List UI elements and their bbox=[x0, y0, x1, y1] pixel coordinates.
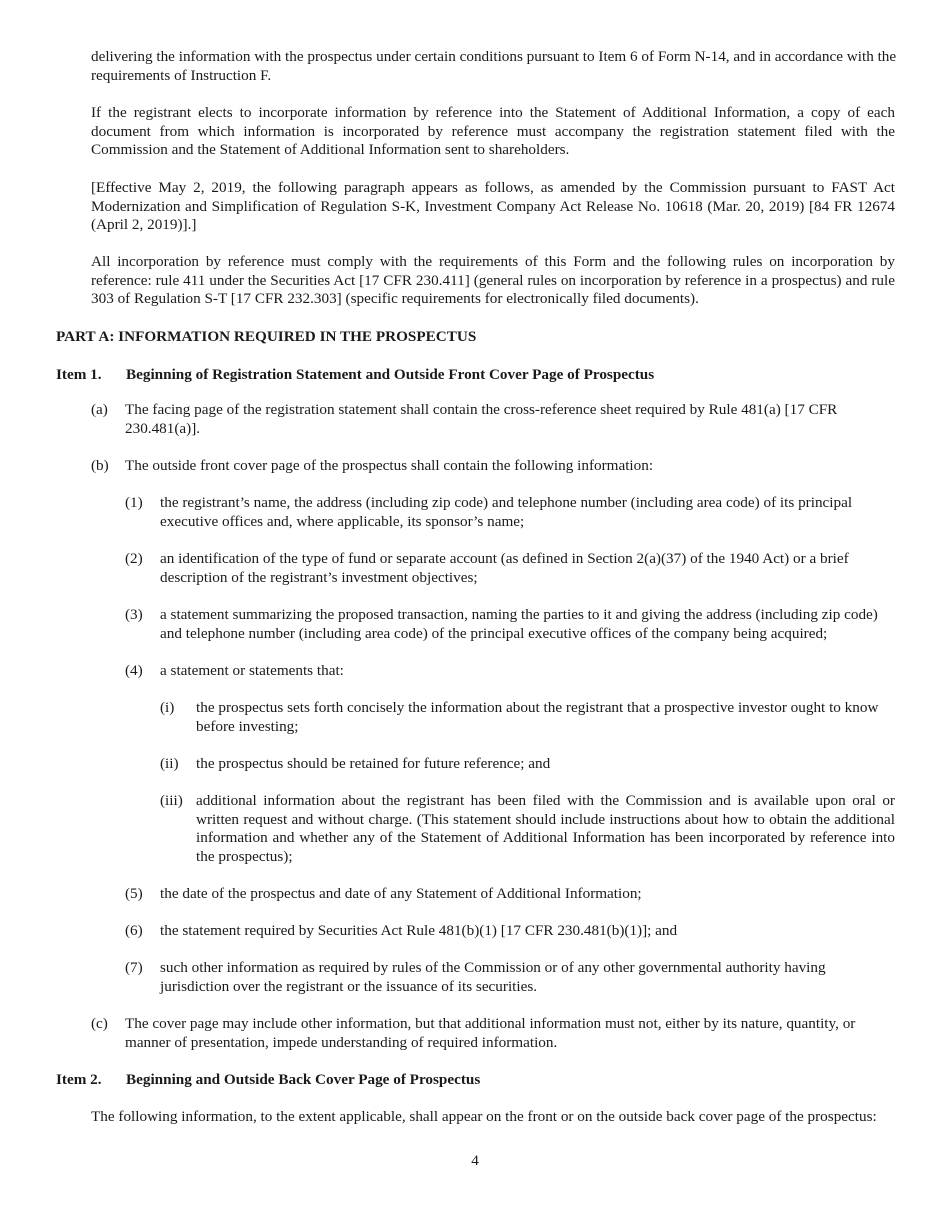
item-1-b-label: (b) bbox=[91, 457, 109, 474]
item-1-c-text: The cover page may include other information, but that additional information must not, either by its nature, quantity, or manner of presentation, impede understanding of required information. bbox=[125, 1015, 856, 1051]
item-1-b-4-iii-label: (iii) bbox=[160, 792, 183, 809]
item-1-b-5-label: (5) bbox=[125, 885, 143, 902]
intro-paragraph-3: [Effective May 2, 2019, the following paragraph appears as follows, as amended by the Commission pursuant to FAST Act Modernization and Simplification of Regulation S-K, Investment Company Act Release No. 10618 (Mar. 20, 2019) [84 FR 12674 (April 2, 2019)].] bbox=[91, 179, 895, 234]
item-1-b-1-text: the registrant’s name, the address (including zip code) and telephone number (including area code) of its principal executive offices and, where applicable, its sponsor’s name; bbox=[160, 494, 853, 530]
item-1-b-7-text: such other information as required by rules of the Commission or of any other governmental authority having jurisdiction over the registrant or the issuance of its securities. bbox=[160, 959, 826, 995]
item-2-heading bbox=[56, 1071, 896, 1090]
item-1-b-2-text: an identification of the type of fund or separate account (as defined in Section 2(a)(37) of the 1940 Act) or a brief description of the registrant’s investment objectives; bbox=[160, 550, 849, 586]
item-1-title: Beginning of Registration Statement and Outside Front Cover Page of Prospectus bbox=[126, 366, 655, 383]
item-1-b-1-label: (1) bbox=[125, 494, 143, 511]
item-1-b-6-text: the statement required by Securities Act Rule 481(b)(1) [17 CFR 230.481(b)(1)]; and bbox=[160, 922, 678, 939]
item-1-b-2-label: (2) bbox=[125, 550, 143, 567]
item-2-text: The following information, to the extent applicable, shall appear on the front or on the outside back cover page of the prospectus: bbox=[91, 1108, 877, 1125]
item-1-heading bbox=[56, 366, 896, 385]
item-1-b-4-text: a statement or statements that: bbox=[160, 662, 344, 679]
item-1-b-6-label: (6) bbox=[125, 922, 143, 939]
item-1-b-4-label: (4) bbox=[125, 662, 143, 679]
item-1-number: Item 1. bbox=[56, 366, 102, 383]
item-1-b-7-label: (7) bbox=[125, 959, 143, 976]
item-1-b-3-text: a statement summarizing the proposed transaction, naming the parties to it and giving the address (including zip code) and telephone number (including area code) of the principal executive offices of the company being acquired; bbox=[160, 606, 878, 642]
item-1-a-text: The facing page of the registration statement shall contain the cross-reference sheet required by Rule 481(a) [17 CFR 230.481(a)]. bbox=[125, 401, 838, 437]
intro-paragraph-2: If the registrant elects to incorporate information by reference into the Statement of Additional Information, a copy of each document from which information is incorporated by reference must accompany the registration statement filed with the Commission and the Statement of Additional Information sent to shareholders. bbox=[91, 104, 895, 159]
intro-paragraph-1: delivering the information with the prospectus under certain conditions pursuant to Item 6 of Form N-14, and in accordance with the requirements of Instruction F. bbox=[91, 48, 897, 84]
item-1-b-4-i-label: (i) bbox=[160, 699, 175, 716]
item-1-b-4-ii-text: the prospectus should be retained for future reference; and bbox=[196, 755, 551, 772]
item-1-b-3-label: (3) bbox=[125, 606, 143, 623]
part-a-heading: PART A: INFORMATION REQUIRED IN THE PROSPECTUS bbox=[56, 328, 477, 345]
item-1-a-label: (a) bbox=[91, 401, 108, 418]
item-1-b-4-i-text: the prospectus sets forth concisely the information about the registrant that a prospective investor ought to know before investing; bbox=[196, 699, 879, 735]
item-2-number: Item 2. bbox=[56, 1071, 102, 1088]
item-1-c-label: (c) bbox=[91, 1015, 108, 1032]
intro-paragraph-4: All incorporation by reference must comply with the requirements of this Form and the following rules on incorporation by reference: rule 411 under the Securities Act [17 CFR 230.411] (general rules on incorporation by reference in a prospectus) and rule 303 of Regulation S-T [17 CFR 232.303] (specific requirements for electronically filed documents). bbox=[91, 253, 895, 308]
page-number: 4 bbox=[471, 1152, 479, 1169]
item-1-b-text: The outside front cover page of the prospectus shall contain the following information: bbox=[125, 457, 654, 474]
item-1-b-4-ii-label: (ii) bbox=[160, 755, 179, 772]
item-2-title: Beginning and Outside Back Cover Page of Prospectus bbox=[126, 1071, 481, 1088]
item-1-b-4-iii-text: additional information about the registrant has been filed with the Commission and is available upon oral or written request and without charge. (This statement should include instructions about how to obtain the additional information and whether any of the Statement of Additional Information has been incorporated by reference into the prospectus); bbox=[196, 792, 895, 865]
item-1-b-5-text: the date of the prospectus and date of any Statement of Additional Information; bbox=[160, 885, 642, 902]
